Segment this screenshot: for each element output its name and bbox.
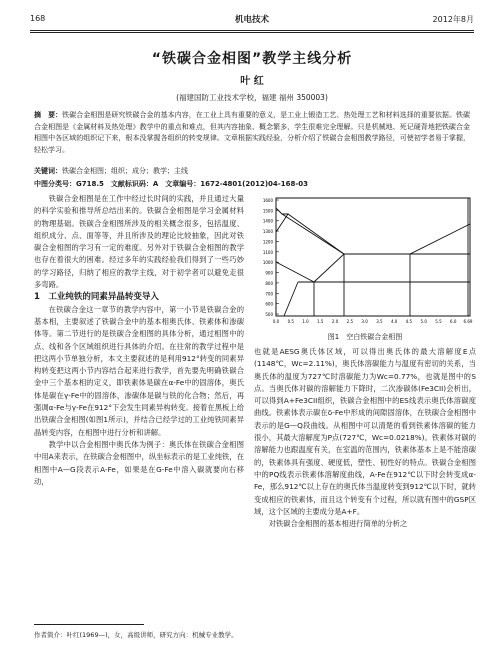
y-tick-label: 1600 bbox=[262, 198, 273, 203]
y-tick-label: 900 bbox=[265, 270, 273, 276]
y-tick-label: 500 bbox=[265, 312, 273, 317]
y-tick-label: 600 bbox=[265, 301, 273, 307]
x-tick-label: 4.0 bbox=[390, 319, 398, 324]
journal-name: 机电技术 bbox=[234, 15, 269, 25]
keywords-label: 关键词： bbox=[34, 167, 62, 175]
fe-c-phase-diagram bbox=[254, 192, 476, 330]
keywords-text: 铁碳合金相图；组织；成分；教学；主线 bbox=[62, 167, 188, 175]
abstract-label: 摘 要： bbox=[34, 111, 63, 119]
y-tick-label: 1100 bbox=[262, 249, 273, 255]
x-tick-label: 5.0 bbox=[420, 319, 427, 324]
x-tick-label: 0.5 bbox=[287, 319, 294, 324]
y-tick-label: 1300 bbox=[262, 229, 273, 235]
classification-line: 中图分类号：G718.5 文献标识码：A 文章编号：1672-4801(2012)04-168-03 bbox=[34, 180, 308, 188]
footnote-rule bbox=[34, 624, 144, 625]
article-title: “铁碳合金相图”教学主线分析 bbox=[151, 51, 353, 67]
x-tick-label: 1.0 bbox=[302, 319, 309, 324]
y-tick-label: 1400 bbox=[262, 218, 273, 224]
x-tick-label: 3.5 bbox=[376, 319, 383, 324]
x-tick-label: 4.5 bbox=[405, 319, 413, 324]
y-tick-label: 1200 bbox=[262, 239, 273, 245]
x-tick-label: 6.69 bbox=[463, 319, 473, 324]
issue-date: 2012年8月 bbox=[432, 15, 474, 24]
y-tick-label: 1000 bbox=[262, 260, 273, 266]
x-tick-label: 1.5 bbox=[317, 319, 324, 324]
x-tick-label: 0.0 bbox=[272, 319, 280, 324]
x-tick-label: 5.5 bbox=[435, 319, 442, 324]
y-tick-label: 800 bbox=[265, 280, 273, 286]
running-header bbox=[30, 10, 474, 28]
left-column bbox=[34, 193, 244, 488]
abstract bbox=[34, 110, 470, 156]
author-affiliation: (福建国防工业技术学校，福建 福州 350003) bbox=[176, 93, 328, 102]
x-tick-label: 6.0 bbox=[450, 319, 457, 324]
body-paragraph-1: 在铁碳合金这一章节的教学内容中，第一小节是铁碳合金的基本相，主要叙述了铁碳合金中的基本相奥氏体、铁素体和渗碳体等。第二节进行的是铁碳合金相图的具体分析，通过相图中的点、线和各个区域组织进行具体的介绍。在往常的教学过程中是把这两小节单独分析，本文主要叙述的是利用912°转变的同素异构转变把这两小节内容结合起来进行教学，首先要先明确铁碳合金中三个基本相的定义，即铁素体是碳在α-Fe中的固溶体，奥氏体是碳在γ-Fe中的固溶体，渗碳体是碳与铁的化合物；然后，再强调α-Fe与γ-Fe在912°下会发生同素异构转变。接着在黑板上给出铁碳合金相图(如图1所示)，并结合已经学过的工业纯铁同素异晶转变内容，在相图中进行分析和讲解。 bbox=[34, 304, 244, 437]
page-number: 168 bbox=[30, 14, 46, 23]
article-author: 叶 红 bbox=[240, 76, 264, 87]
right-column-last-paragraph: 对铁碳合金相图的基本相进行简单的分析之 bbox=[268, 519, 408, 529]
keywords bbox=[34, 166, 470, 176]
y-tick-label: 700 bbox=[265, 291, 273, 297]
section-heading: 1 工业纯铁的同素异晶转变导入 bbox=[34, 292, 159, 303]
y-tick-label: 1500 bbox=[262, 208, 273, 214]
header-rule-thin bbox=[30, 32, 474, 33]
right-column-text: 也就是AESG奥氏体区域，可以得出奥氏体的最大溶解度E点(1148℃，Wc=2.11%)，奥氏体溶碳能力与温度有密切的关系，当奥氏体的温度为727℃时溶碳能力为Wc=0.77%，也就是图中的S点。当奥氏体对碳的溶解能力下降时，二次渗碳体(Fe3CII)会析出，可以得到A+Fe3CII组织，铁碳合金相图中的ES线表示奥氏体溶碳度曲线。铁素体表示碳在δ-Fe中形成的间隙固溶体，在铁碳合金相图中表示的是G—Q段曲线。从相图中可以清楚的看到铁素体溶碳的能力很小，其最大溶解度为P点(727℃，Wc=0.0218%)。铁素体对碳的溶解能力也跟温度有关，在室温的范围内，铁素体基本上是不能溶碳的，铁素体具有强度、硬度低，塑性、韧性好的特点。铁碳合金相图中的PQ线表示铁素体溶解度曲线，A-Fe在912℃以下时会转变成α-Fe，那么912℃以上存在的奥氏体当温度转变到912℃以下时，就转变成相应的铁素体，而且这个转变有个过程，所以就有图中的GSP区域，这个区域的主要成分是A+F。 bbox=[254, 347, 476, 516]
body-paragraph-2: 教学中以合金相图中奥氏体为例子：奥氏体在铁碳合金相图中用A来表示，在铁碳合金相图中，纵坐标表示的是工业纯铁，在相图中A—G段表示A-Fe，如果是在G-Fe中溶入碳就要向右移动， bbox=[34, 439, 244, 486]
right-column bbox=[254, 346, 476, 530]
x-tick-label: 2.0 bbox=[331, 319, 339, 324]
author-footnote: 作者简介：叶红(1969—)，女，高级讲师，研究方向：机械专业教学。 bbox=[34, 631, 238, 639]
intro-paragraph: 铁碳合金相图是在工作中经过长时间的实践，并且通过大量的科学实验和推导所总结出来的。铁碳合金相图是学习金属材料的物理基础。铁碳合金相图所涉及的相关概念很多，包括温度、组织成分、点、面等等，并且所涉及的理论比较抽象，因此对铁碳合金相图的学习有一定的难度。另外对于铁碳合金相图的教学也存在着很大的困难。经过多年的实践经验我们得到了一些巧妙的学习路径，归纳了相应的教学主线，对于初学者可以避免走很多弯路。 bbox=[34, 194, 244, 290]
x-tick-label: 3.0 bbox=[361, 319, 368, 324]
figure-caption: 图1 空白铁碳合金相图 bbox=[327, 333, 403, 341]
x-tick-label: 2.5 bbox=[346, 319, 354, 324]
header-rule bbox=[30, 30, 474, 31]
abstract-text: 铁碳合金相图是研究铁碳合金的基本内容，在工业上具有重要的意义，是工业上锻造工艺、热处理工艺和材料选择的重要依据。铁碳合金相图是《金属材料及热处理》教学中的重点和难点，但其内容抽象、概念繁多，学生很难完全理解。只是机械地、死记硬背地把铁碳合金相图中各区域的组织记下来，根本没掌握各组织的转变规律。文章根据实践经验，分析介绍了铁碳合金相图教学路径，可使初学者易于掌握，轻松学习。 bbox=[34, 111, 471, 154]
